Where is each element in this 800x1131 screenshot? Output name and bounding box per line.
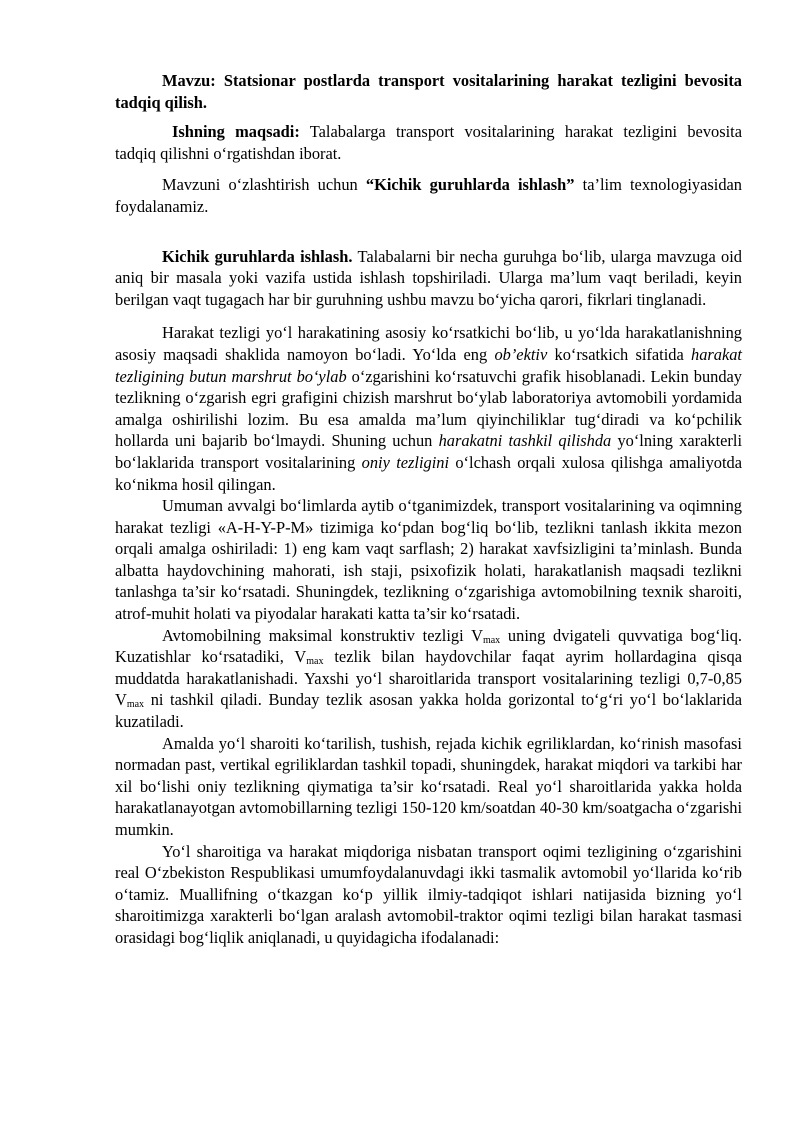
speed-indicator-paragraph [115, 322, 742, 495]
topic-label: Mavzu: [162, 71, 216, 90]
p3-text-c: tezlik bilan haydovchilar faqat ayrim hollardagina qisqa muddatda harakatlanishadi. Yaxshi yo‘l sharoitlarida transport vositalarining tezligi 0,7-0,85 V [115, 647, 742, 710]
p1-text-e: o‘lchash orqali xulosa qilishga amaliyotda ko‘nikma hosil qilingan. [115, 452, 743, 494]
vmax-subscript: max [126, 699, 145, 711]
vmax-subscript: max [306, 656, 324, 668]
small-groups-label: Kichik guruhlarda ishlash. [162, 246, 353, 266]
document-page [115, 70, 742, 949]
method-paragraph [115, 174, 742, 217]
p1-italic-objective: ob’ektiv [494, 344, 548, 364]
max-speed-paragraph [115, 625, 742, 733]
p1-text-d: yo‘lning xarakterli bo‘laklarida transport vositalarining [115, 431, 742, 472]
goal-paragraph [115, 121, 742, 164]
road-conditions-paragraph: Amalda yo‘l sharoiti ko‘tarilish, tushish, rejada kichik egriliklardan, ko‘rinish masofasi normadan past, vertikal egriliklardan tashkil topadi, shuningdek, harakat miqdori va tarkibi har xil bo‘lishi oniy tezlikning qiymatiga ta’sir ko‘rsatadi. Real yo‘l sharoitlarida yakka holda harakatlanayotgan avtomobillarning tezligi 150-120 km/soatdan 40-30 km/soatgacha o‘zgarishi mumkin. [115, 733, 742, 839]
small-groups-text: Talabalarni bir necha guruhga bo‘lib, ularga mavzuga oid aniq bir masala yoki vazifa ustida ishlash topshiriladi. Ularga ma’lum vaqt beriladi, keyin berilgan vaqt tugagach har bir guruhning ushbu mavzu bo‘yicha qarori, fikrlari tinglanadi. [115, 246, 742, 309]
goal-label: Ishning maqsadi: [172, 122, 300, 142]
p1-text-b: ko‘rsatkich sifatida [547, 344, 691, 364]
goal-text: Talabalarga transport vositalarining harakat tezligini bevosita tadqiq qilishni o‘rgatishdan iborat. [115, 122, 742, 163]
method-text-after: ta’lim texnologiyasidan foydalanamiz. [115, 175, 742, 216]
method-text-before: Mavzuni o‘zlashtirish uchun [162, 175, 366, 195]
topic-text: Statsionar postlarda transport vositalarining harakat tezligini bevosita tadqiq qilish. [115, 71, 742, 112]
topic-heading [115, 70, 742, 113]
vmax-subscript: max [482, 634, 501, 646]
p3-text-b: uning dvigateli quvvatiga bog‘liq. Kuzatishlar ko‘rsatadiki, V [115, 625, 742, 667]
p3-text-d: ni tashkil qiladi. Bunday tezlik asosan yakka holda gorizontal to‘g‘ri yo‘l bo‘laklarida kuzatiladi. [115, 690, 742, 732]
p1-italic-instant-speed: oniy tezligini [361, 452, 450, 472]
p1-italic-route-speed: harakat tezligining butun marshrut bo‘ylab [115, 344, 742, 386]
p1-text-c: o‘zgarishini ko‘rsatuvchi grafik hisoblanadi. Lekin bunday tezlikning o‘zgarish egri grafigini chizish marshrut bo‘ylab laboratoriya avtomobili yordamida amalga oshirilishi lozim. Bu esa amalda ma’lum qiyinchiliklar tug‘diradi va ko‘pchilik hollarda uni bajarib bo‘lmaydi. Shuning uchun [115, 366, 743, 451]
p1-text-a: Harakat tezligi yo‘l harakatining asosiy ko‘rsatkichi bo‘lib, u yo‘lda harakatlanishning asosiy maqsadi shaklida namoyon bo‘ladi. Yo‘lda eng [115, 323, 742, 364]
small-groups-paragraph [115, 246, 742, 311]
speed-selection-paragraph: Umuman avvalgi bo‘limlarda aytib o‘tganimizdek, transport vositalarining va oqimning harakat tezligi «A-H-Y-P-M» tizimiga ko‘pdan bog‘liq bo‘lib, tezlikni tanlash ikkita mezon orqali amalga oshiriladi: 1) eng kam vaqt sarflash; 2) harakat xavfsizligini ta’minlash. Bunda albatta haydovchining mahorati, ish staji, psixofizik holati, harakatlanish maqsadi tezlikni tanlashga ta’sir ko‘rsatadi. Shuningdek, tezlikning o‘zgarishiga avtomobilning texnik sharoiti, atrof-muhit holati va piyodalar harakati katta ta’sir ko‘rsatadi. [115, 496, 742, 624]
method-technology-name: “Kichik guruhlarda ishlash” [365, 175, 575, 195]
traffic-flow-paragraph: Yo‘l sharoitiga va harakat miqdoriga nisbatan transport oqimi tezligining o‘zgarishini real O‘zbekiston Respublikasi umumfoydalanuvdagi ikki tasmalik avtomobil yo‘llarida ko‘rib o‘tamiz. Muallifning o‘tkazgan ko‘p yillik ilmiy-tadqiqot ishlari natijasida bizning yo‘l sharoitimizga xarakterli bo‘lgan aralash avtomobil-traktor oqimi tezligi bilan harakat tasmasi orasidagi bog‘liqlik aniqlanadi, u quyidagicha ifodalanadi: [115, 841, 742, 947]
p1-italic-traffic-organization: harakatni tashkil qilishda [438, 431, 612, 451]
p3-text-a: Avtomobilning maksimal konstruktiv tezligi V [162, 625, 483, 645]
